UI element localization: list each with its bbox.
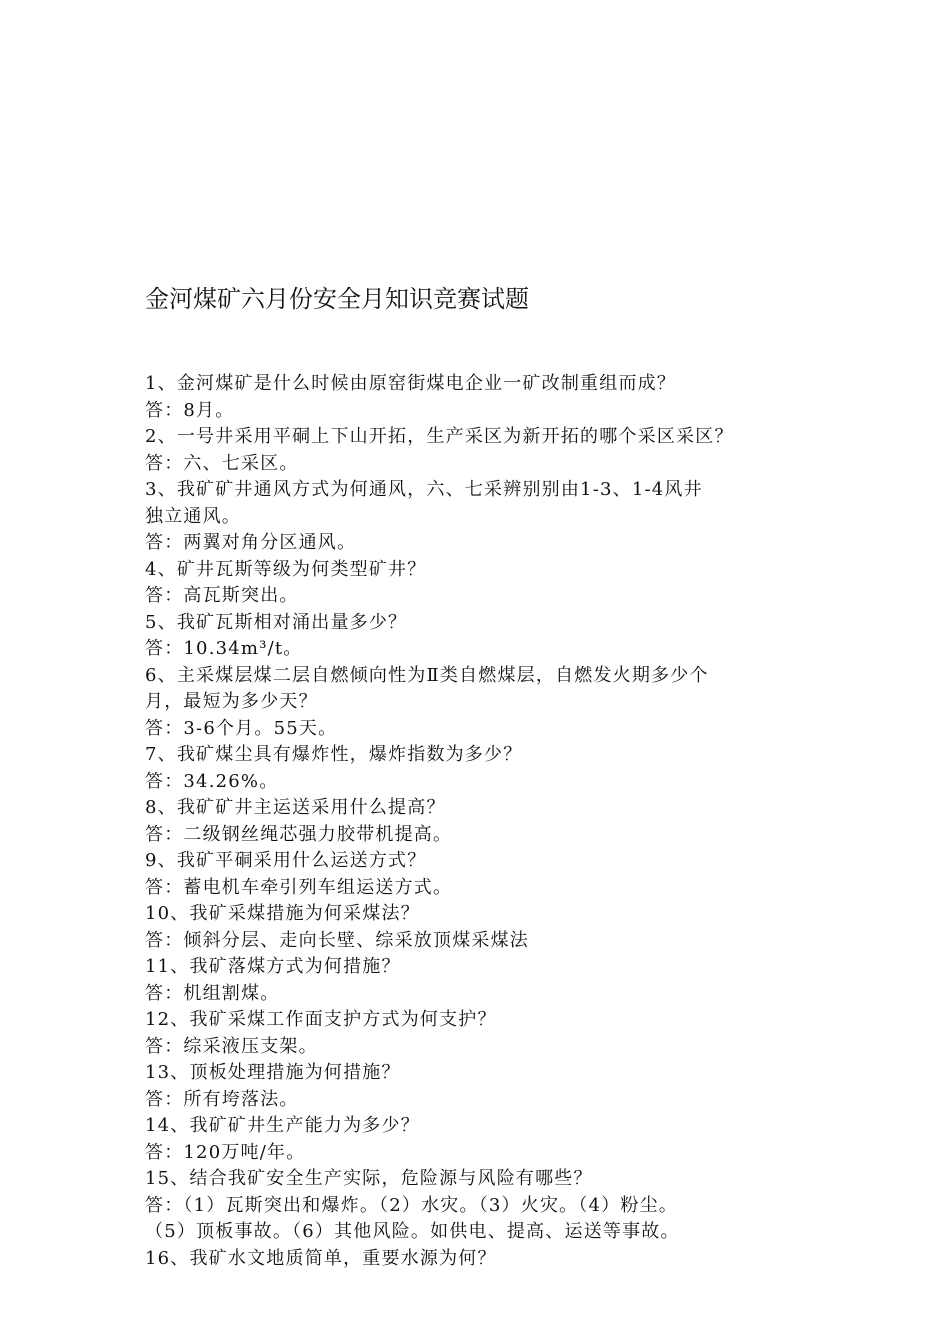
document-title: 金河煤矿六月份安全月知识竞赛试题 (145, 285, 529, 313)
question-line: 10、我矿采煤措施为何采煤法？ (145, 903, 420, 924)
question-line: 14、我矿矿井生产能力为多少？ (145, 1115, 420, 1136)
answer-line: 答：（1）瓦斯突出和爆炸。（2）水灾。（3）火灾。（4）粉尘。 (145, 1194, 679, 1216)
question-line-continued: 月，最短为多少天？ (145, 691, 318, 712)
question-line: 9、我矿平硐采用什么运送方式？ (145, 850, 427, 871)
answer-line: 答：所有垮落法。 (145, 1088, 299, 1110)
question-line: 1、金河煤矿是什么时候由原窑街煤电企业一矿改制重组而成？ (145, 373, 677, 394)
answer-line: 答：8月。 (145, 399, 235, 421)
answer-line: 答：34.26%。 (145, 770, 279, 792)
question-line: 5、我矿瓦斯相对涌出量多少？ (145, 611, 408, 633)
answer-line: 答：蓄电机车牵引列车组运送方式。 (145, 876, 453, 898)
answer-line: 答：机组割煤。 (145, 982, 280, 1004)
question-line: 4、矿井瓦斯等级为何类型矿井？ (145, 558, 427, 580)
answer-line: 答：六、七采区。 (145, 452, 299, 474)
question-line: 2、一号井采用平硐上下山开拓，生产采区为新开拓的哪个采区采区？ (145, 426, 734, 447)
question-line: 6、主采煤层煤二层自燃倾向性为Ⅱ类自燃煤层，自燃发火期多少个 (145, 664, 709, 686)
question-line: 15、结合我矿安全生产实际，危险源与风险有哪些？ (145, 1168, 593, 1189)
answer-line: 答：120万吨/年。 (145, 1141, 306, 1163)
answer-line-continued: （5）顶板事故。（6）其他风险。如供电、提高、运送等事故。 (145, 1221, 680, 1242)
question-line: 16、我矿水文地质简单，重要水源为何？ (145, 1247, 497, 1269)
answer-line: 答：3-6个月。55天。 (145, 717, 338, 739)
answer-line: 答：两翼对角分区通风。 (145, 532, 357, 553)
question-line: 7、我矿煤尘具有爆炸性，爆炸指数为多少？ (145, 744, 523, 765)
question-line: 12、我矿采煤工作面支护方式为何支护？ (145, 1009, 497, 1030)
question-line: 13、顶板处理措施为何措施？ (145, 1062, 401, 1083)
answer-line: 答：倾斜分层、走向长壁、综采放顶煤采煤法 (145, 929, 529, 951)
answer-line: 答：高瓦斯突出。 (145, 585, 299, 606)
question-line: 3、我矿矿井通风方式为何通风，六、七采辨别别由1-3、1-4风井 (145, 479, 703, 500)
question-line: 11、我矿落煤方式为何措施？ (145, 956, 401, 977)
answer-line: 答：综采液压支架。 (145, 1035, 318, 1057)
answer-line: 答：10.34m³/t。 (145, 638, 303, 659)
answer-line: 答：二级钢丝绳芯强力胶带机提高。 (145, 823, 453, 845)
question-list (145, 371, 810, 1272)
question-line-continued: 独立通风。 (145, 505, 241, 527)
question-line: 8、我矿矿井主运送采用什么提高？ (145, 797, 446, 818)
